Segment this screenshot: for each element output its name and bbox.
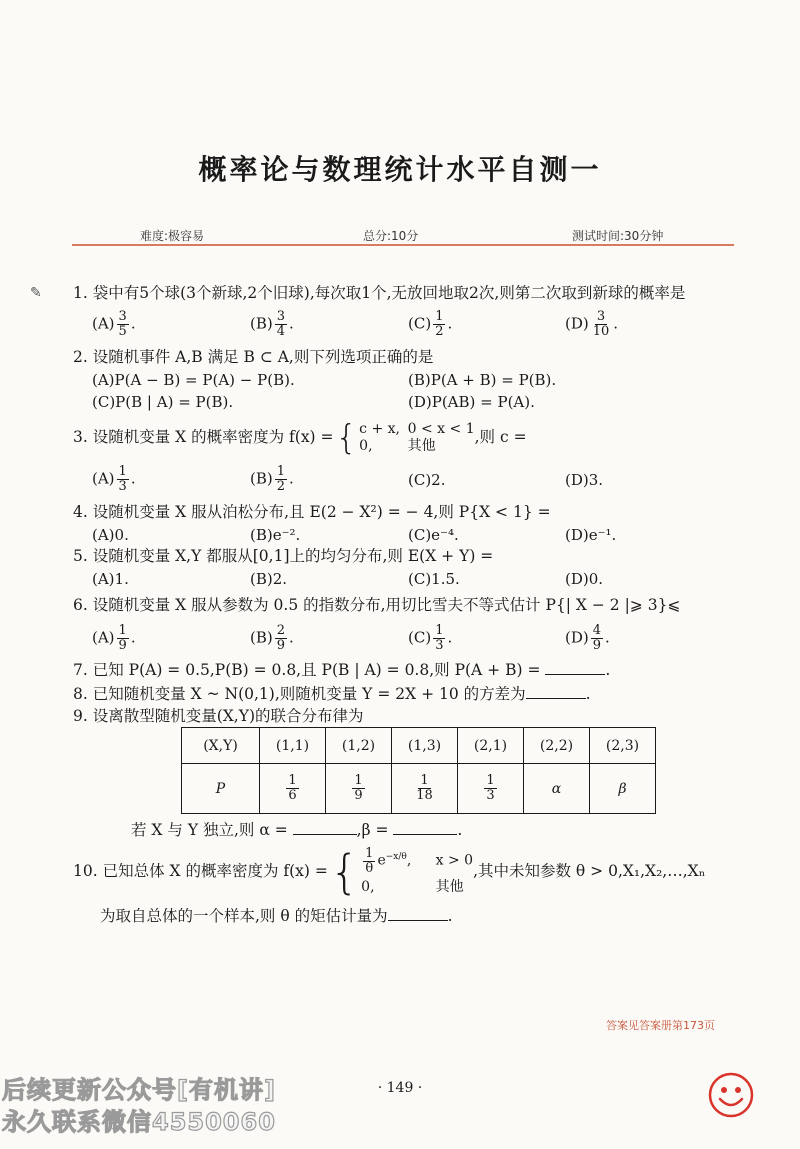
q4-option-b: (B)e⁻².: [250, 526, 301, 544]
table-cell: β: [590, 764, 656, 814]
table-cell: $\frac{1}{3}$: [458, 764, 524, 814]
watermark-line-2: 永久联系微信4550060: [2, 1108, 276, 1136]
q5-option-b: (B)2.: [250, 570, 288, 588]
q3-option-c: (C)2.: [408, 471, 446, 489]
q10-piecewise: $\frac{1}{\theta}$ $e^{-x/\theta}$, x > 0 0, 其他: [361, 845, 474, 895]
q3-option-b: (B) $\frac{1}{2}$ .: [250, 464, 294, 494]
question-6-stem: 6. 设随机变量 X 服从参数为 0.5 的指数分布,用切比雪夫不等式估计 P{| X − 2 |⩾ 3}⩽: [73, 596, 681, 614]
q2-option-a: (A)P(A − B) = P(A) − P(B).: [92, 371, 295, 389]
table-header-cell: (X,Y): [182, 728, 260, 764]
page-title: 概率论与数理统计水平自测一: [198, 153, 602, 186]
q2-option-d: (D)P(AB) = P(A).: [408, 393, 535, 411]
q2-option-b: (B)P(A + B) = P(B).: [408, 371, 557, 389]
table-header-cell: (2,2): [524, 728, 590, 764]
q5-option-c: (C)1.5.: [408, 570, 460, 588]
question-1-stem: 1. 袋中有5个球(3个新球,2个旧球),每次取1个,无放回地取2次,则第二次取到新球的概率是: [73, 284, 686, 302]
question-4-stem: 4. 设随机变量 X 服从泊松分布,且 E(2 − X²) = − 4,则 P{X < 1} =: [73, 503, 551, 521]
q6-option-a: (A) $\frac{1}{9}$ .: [92, 623, 136, 653]
q1-option-c: (C) $\frac{1}{2}$ .: [408, 309, 453, 339]
q3-option-d: (D)3.: [565, 471, 604, 489]
q10-brace: {: [329, 845, 360, 899]
q10-answer-blank[interactable]: [388, 907, 448, 921]
question-8-stem: 8. 已知随机变量 X ~ N(0,1),则随机变量 Y = 2X + 10 的方差为 .: [73, 685, 591, 703]
question-9-followup: 若 X 与 Y 独立,则 α = ,β = .: [131, 821, 463, 839]
header-divider: [72, 244, 734, 246]
table-header-cell: (1,3): [392, 728, 458, 764]
table-row-label: P: [182, 764, 260, 814]
table-cell: $\frac{1}{6}$: [260, 764, 326, 814]
table-header-cell: (2,1): [458, 728, 524, 764]
q1-option-d: (D) $\frac{3}{10}$ .: [565, 309, 619, 339]
table-cell: $\frac{1}{18}$: [392, 764, 458, 814]
margin-mark-icon: ✎: [30, 285, 42, 301]
q1-option-b: (B) $\frac{3}{4}$ .: [250, 309, 294, 339]
q3-option-a: (A) $\frac{1}{3}$ .: [92, 464, 136, 494]
smiley-icon: [707, 1071, 755, 1119]
total-score-label: 总分:10分: [363, 229, 419, 243]
q4-option-c: (C)e⁻⁴.: [408, 526, 459, 544]
table-cell: α: [524, 764, 590, 814]
test-time-label: 测试时间:30分钟: [572, 229, 664, 243]
difficulty-label: 难度:极容易: [140, 229, 205, 243]
q5-option-a: (A)1.: [92, 570, 129, 588]
page-number: · 149 ·: [377, 1080, 423, 1096]
q8-answer-blank[interactable]: [526, 685, 586, 699]
joint-distribution-table: [181, 727, 656, 814]
table-row: [182, 764, 656, 814]
q5-option-d: (D)0.: [565, 570, 604, 588]
question-3-stem: 3. 设随机变量 X 的概率密度为 f(x) ={ c + x, 0 < x < 1 0, 其他 ,则 c =: [73, 418, 527, 458]
question-10-stem: 10. 已知总体 X 的概率密度为 f(x) ={ $\frac{1}{\theta}$ $e^{-x/\theta}$, x > 0 0, 其他,其中未知参数 θ > 0,X₁,X₂,…,Xₙ: [73, 845, 706, 899]
question-7-stem: 7. 已知 P(A) = 0.5,P(B) = 0.8,且 P(B | A) = 0.8,则 P(A + B) = .: [73, 661, 611, 679]
table-header-cell: (1,1): [260, 728, 326, 764]
q1-option-a: (A) $\frac{3}{5}$ .: [92, 309, 136, 339]
table-header-cell: (2,3): [590, 728, 656, 764]
q7-answer-blank[interactable]: [545, 661, 605, 675]
q6-option-b: (B) $\frac{2}{9}$ .: [250, 623, 294, 653]
q3-piecewise: c + x, 0 < x < 1 0, 其他: [359, 421, 475, 454]
q4-option-d: (D)e⁻¹.: [565, 526, 617, 544]
q3-brace: {: [335, 418, 358, 458]
watermark-line-1: 后续更新公众号[有机讲]: [2, 1076, 276, 1104]
question-5-stem: 5. 设随机变量 X,Y 都服从[0,1]上的均匀分布,则 E(X + Y) =: [73, 547, 494, 565]
table-header-cell: (1,2): [326, 728, 392, 764]
table-header-row: [182, 728, 656, 764]
q2-option-c: (C)P(B | A) = P(B).: [92, 393, 234, 411]
q4-option-a: (A)0.: [92, 526, 129, 544]
answer-reference: 答案见答案册第173页: [606, 1019, 715, 1032]
q6-option-d: (D) $\frac{4}{9}$ .: [565, 623, 610, 653]
q6-option-c: (C) $\frac{1}{3}$ .: [408, 623, 453, 653]
table-cell: $\frac{1}{9}$: [326, 764, 392, 814]
question-10-line2: 为取自总体的一个样本,则 θ 的矩估计量为 .: [100, 907, 453, 925]
q9-alpha-blank[interactable]: [293, 821, 357, 835]
question-2-stem: 2. 设随机事件 A,B 满足 B ⊂ A,则下列选项正确的是: [73, 348, 434, 366]
q9-beta-blank[interactable]: [393, 821, 457, 835]
question-9-stem: 9. 设离散型随机变量(X,Y)的联合分布律为: [73, 707, 364, 725]
